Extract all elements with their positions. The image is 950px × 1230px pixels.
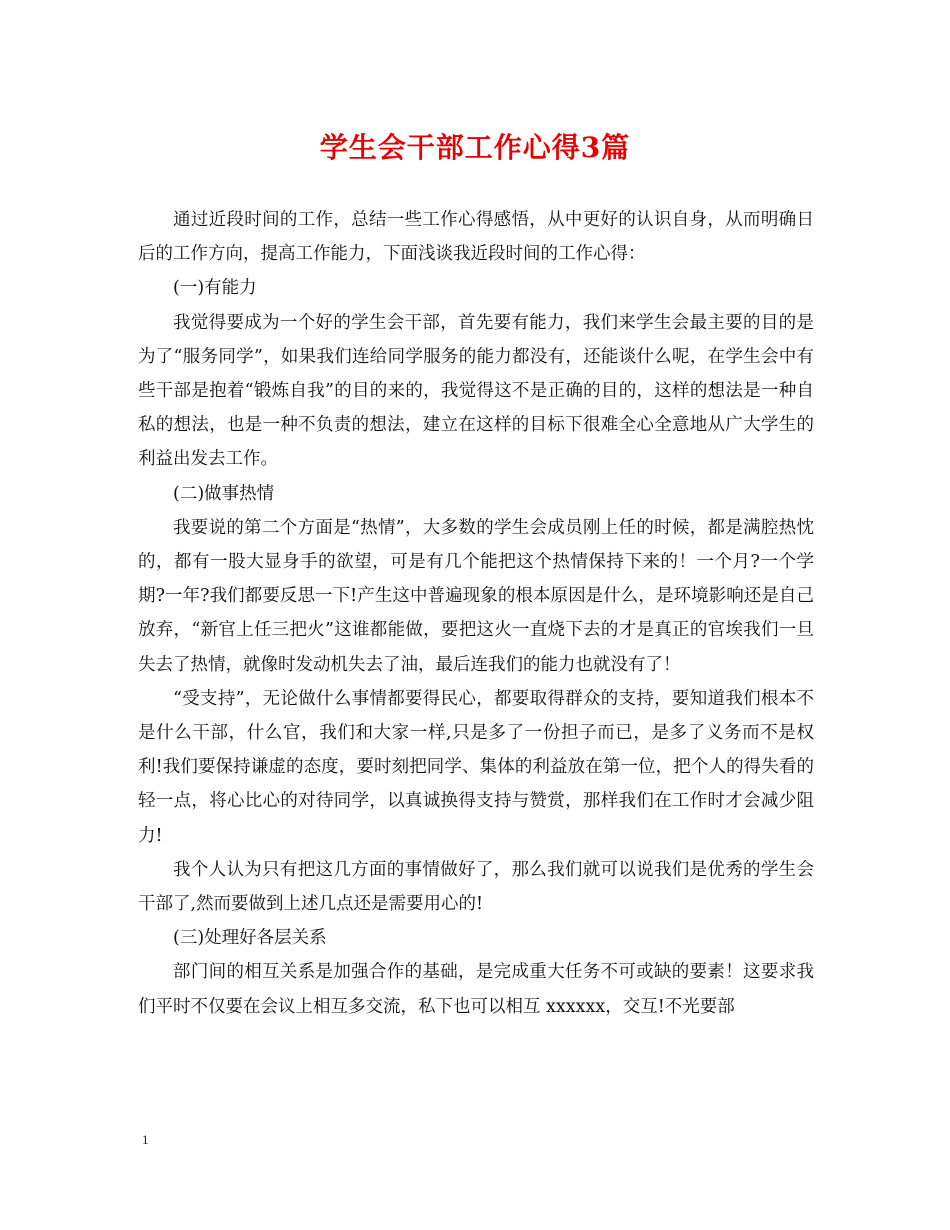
paragraph-intro: 通过近段时间的工作，总结一些工作心得感悟，从中更好的认识自身，从而明确日后的工作方向，提高工作能力，下面浅谈我近段时间的工作心得： xyxy=(138,210,814,265)
document-body xyxy=(138,203,814,1024)
section-heading-relations: (三)处理好各层关系 xyxy=(173,928,327,949)
paragraph-support: “受支持”，无论做什么事情都要得民心，都要取得群众的支持，要知道我们根本不是什么干部，什么官，我们和大家一样,只是多了一份担子而已，是多了义务而不是权利!我们要保持谦虚的态度，要时刻把同学、集体的利益放在第一位，把个人的得失看的轻一点，将心比心的对待同学，以真诚换得支持与赞赏，那样我们在工作时才会减少阻力! xyxy=(138,688,814,846)
section-heading-ability: (一)有能力 xyxy=(173,278,257,299)
paragraph-enthusiasm: 我要说的第二个方面是“热情”，大多数的学生会成员刚上任的时候，都是满腔热忱的，都有一股大显身手的欲望，可是有几个能把这个热情保持下来的！一个月?一个学期?一年?我们都要反思一下!产生这中普遍现象的根本原因是什么，是环境影响还是自己放弃，“新官上任三把火”这谁都能做，要把这火一直烧下去的才是真正的官埃我们一旦失去了热情，就像时发动机失去了油，最后连我们的能力也就没有了！ xyxy=(138,517,814,675)
document-title: 学生会干部工作心得3篇 xyxy=(319,131,631,164)
paragraph-ability: 我觉得要成为一个好的学生会干部，首先要有能力，我们来学生会最主要的目的是为了“服务同学”，如果我们连给同学服务的能力都没有，还能谈什么呢，在学生会中有些干部是抱着“锻炼自我”的目的来的，我觉得这不是正确的目的，这样的想法是一种自私的想法，也是一种不负责的想法，建立在这样的目标下很难全心全意地从广大学生的利益出发去工作。 xyxy=(138,312,814,470)
page-number: 1 xyxy=(142,1132,149,1147)
section-heading-enthusiasm: (二)做事热情 xyxy=(173,483,275,504)
paragraph-relations: 部门间的相互关系是加强合作的基础，是完成重大任务不可或缺的要素！这要求我们平时不仅要在会议上相互多交流，私下也可以相互 xxxxxx，交互!不光要部 xyxy=(138,962,814,1017)
paragraph-summary: 我个人认为只有把这几方面的事情做好了，那么我们就可以说我们是优秀的学生会干部了,然而要做到上述几点还是需要用心的! xyxy=(138,859,814,915)
